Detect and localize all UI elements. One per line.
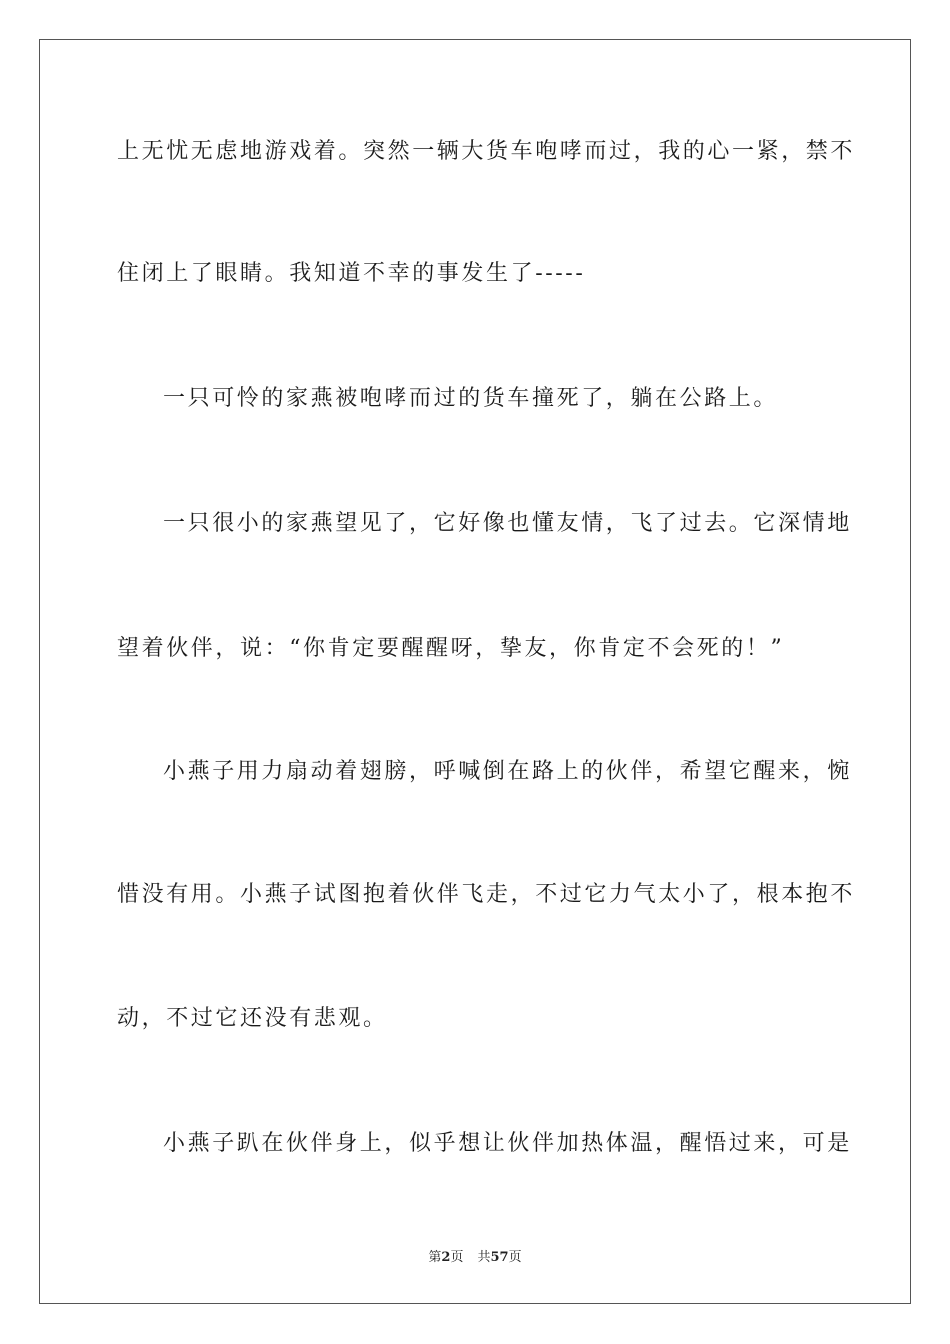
text-line: 小燕子趴在伙伴身上，似乎想让伙伴加热体温，醒悟过来，可是	[163, 1131, 852, 1156]
page-footer	[0, 1246, 950, 1265]
page-number: 2	[441, 1250, 451, 1265]
text-line: 惜没有用。小燕子试图抱着伙伴飞走，不过它力气太小了，根本抱不	[117, 882, 856, 907]
page-prefix: 第	[428, 1250, 442, 1265]
total-pages: 57	[490, 1250, 509, 1265]
total-suffix: 页	[508, 1250, 522, 1265]
page-border	[39, 39, 911, 1304]
text-line: 望着伙伴，说：“你肯定要醒醒呀，挚友，你肯定不会死的！”	[117, 636, 785, 661]
text-line: 一只可怜的家燕被咆哮而过的货车撞死了，躺在公路上。	[163, 386, 779, 411]
text-line: 动，不过它还没有悲观。	[117, 1006, 388, 1031]
page-suffix: 页	[450, 1250, 464, 1265]
text-line: 一只很小的家燕望见了，它好像也懂友情，飞了过去。它深情地	[163, 511, 852, 536]
total-prefix: 共	[477, 1250, 491, 1265]
text-line: 住闭上了眼睛。我知道不幸的事发生了-----	[117, 261, 586, 286]
text-line: 小燕子用力扇动着翅膀，呼喊倒在路上的伙伴，希望它醒来，惋	[163, 759, 852, 784]
text-line: 上无忧无虑地游戏着。突然一辆大货车咆哮而过，我的心一紧，禁不	[117, 139, 856, 164]
